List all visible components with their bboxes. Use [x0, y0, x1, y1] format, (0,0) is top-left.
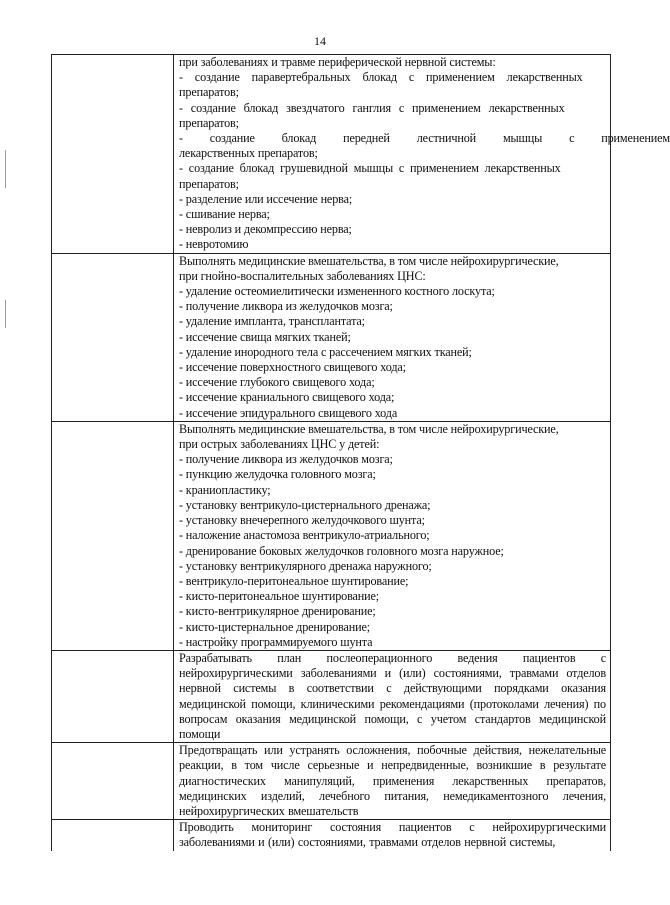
cell-line: - пункцию желудочка головного мозга;	[179, 467, 376, 482]
cell-line: - иссечение краниального свищевого хода;	[179, 390, 395, 405]
cell-line: - удаление остеомиелитически измененного костного лоскута;	[179, 284, 495, 299]
cell-line: - вентрикуло-перитонеальное шунтирование;	[179, 573, 409, 588]
action-cell	[174, 820, 611, 851]
table-row	[52, 55, 611, 254]
action-cell	[174, 253, 611, 421]
cell-line: - невротомию	[179, 237, 249, 252]
cell-line: Выполнять медицинские вмешательства, в том числе нейрохирургические,	[179, 421, 559, 436]
scan-artifact	[5, 300, 6, 328]
cell-line: - краниопластику;	[179, 482, 271, 497]
cell-line: - создание блокад звездчатого ганглия с применением лекарственных	[179, 100, 565, 115]
cell-paragraph: Предотвращать или устранять осложнения, побочные действия, нежелательные реакции, в том числе серьезные и непредвиденные, возникшие в результате диагностических манипуляций, применения лекарственных препаратов, медицинских изделий, лечебного питания, немедикаментозного лечения, нейрохирургических вмешательств	[179, 743, 606, 818]
cell-line: - невролиз и декомпрессию нерва;	[179, 222, 352, 237]
cell-line: - иссечение эпидурального свищевого хода	[179, 405, 398, 420]
cell-line: - иссечение глубокого свищевого хода;	[179, 375, 375, 390]
cell-line: - получение ликвора из желудочков мозга;	[179, 299, 393, 314]
cell-line: - удаление импланта, трансплантата;	[179, 314, 365, 329]
table-row	[52, 421, 611, 650]
cell-line: - создание паравертебральных блокад с применением лекарственных	[179, 70, 583, 85]
empty-cell	[52, 820, 174, 851]
cell-paragraph: Проводить мониторинг состояния пациентов с нейрохирургическими заболеваниями и (или) состояниями, травмами отделов нервной системы,	[179, 820, 606, 850]
cell-line: - установку вентрикулярного дренажа наружного;	[179, 558, 432, 573]
cell-line: - иссечение поверхностного свищевого хода;	[179, 360, 406, 375]
cell-line: лекарственных препаратов;	[179, 146, 318, 161]
table-row	[52, 253, 611, 421]
empty-cell	[52, 55, 174, 254]
cell-line: - получение ликвора из желудочков мозга;	[179, 452, 393, 467]
action-cell	[174, 421, 611, 650]
action-cell	[174, 650, 611, 742]
cell-paragraph: Разрабатывать план послеоперационного ведения пациентов с нейрохирургическими заболеваниями и (или) состояниями, травмами отделов нервной системы в соответствии с действующими порядками оказания медицинской помощи, клиническими рекомендациями (протоколами лечения) по вопросам оказания медицинской помощи, с учетом стандартов медицинской помощи	[179, 650, 606, 741]
competency-table	[51, 54, 670, 851]
cell-line: - установку внечерепного желудочкового шунта;	[179, 513, 425, 528]
action-cell	[174, 743, 611, 820]
cell-line: - кисто-перитонеальное шунтирование;	[179, 589, 380, 604]
cell-line: - дренирование боковых желудочков головного мозга наружное;	[179, 543, 504, 558]
cell-line: Выполнять медицинские вмешательства, в том числе нейрохирургические,	[179, 253, 559, 268]
empty-cell	[52, 650, 174, 742]
action-cell	[174, 55, 670, 254]
cell-line: - установку вентрикуло-цистернального дренажа;	[179, 497, 431, 512]
cell-line: препаратов;	[179, 85, 239, 100]
cell-line: при острых заболеваниях ЦНС у детей:	[179, 437, 380, 452]
cell-line: - сшивание нерва;	[179, 207, 270, 222]
cell-line: - разделение или иссечение нерва;	[179, 191, 353, 206]
cell-line: препаратов;	[179, 176, 239, 191]
cell-line: - удаление инородного тела с рассечением мягких тканей;	[179, 344, 472, 359]
cell-line: - иссечение свища мягких тканей;	[179, 329, 351, 344]
cell-line: - кисто-цистернальное дренирование;	[179, 619, 370, 634]
empty-cell	[52, 253, 174, 421]
cell-line: - кисто-вентрикулярное дренирование;	[179, 604, 376, 619]
scan-artifact	[5, 150, 6, 188]
empty-cell	[52, 743, 174, 820]
cell-line: - настройку программируемого шунта	[179, 634, 373, 649]
cell-line: - создание блокад грушевидной мышцы с применением лекарственных	[179, 161, 561, 176]
page-number: 14	[314, 34, 326, 48]
table-row	[52, 820, 611, 851]
table-row	[52, 650, 611, 742]
cell-line: - наложение анастомоза вентрикуло-атриального;	[179, 528, 430, 543]
cell-line: препаратов;	[179, 115, 239, 130]
empty-cell	[52, 421, 174, 650]
cell-line: при гнойно-воспалительных заболеваниях ЦНС:	[179, 268, 426, 283]
cell-line: при заболеваниях и травме периферической нервной системы:	[179, 55, 496, 69]
table-row	[52, 743, 611, 820]
cell-line: - создание блокад передней лестничной мышцы с применением	[179, 131, 670, 146]
